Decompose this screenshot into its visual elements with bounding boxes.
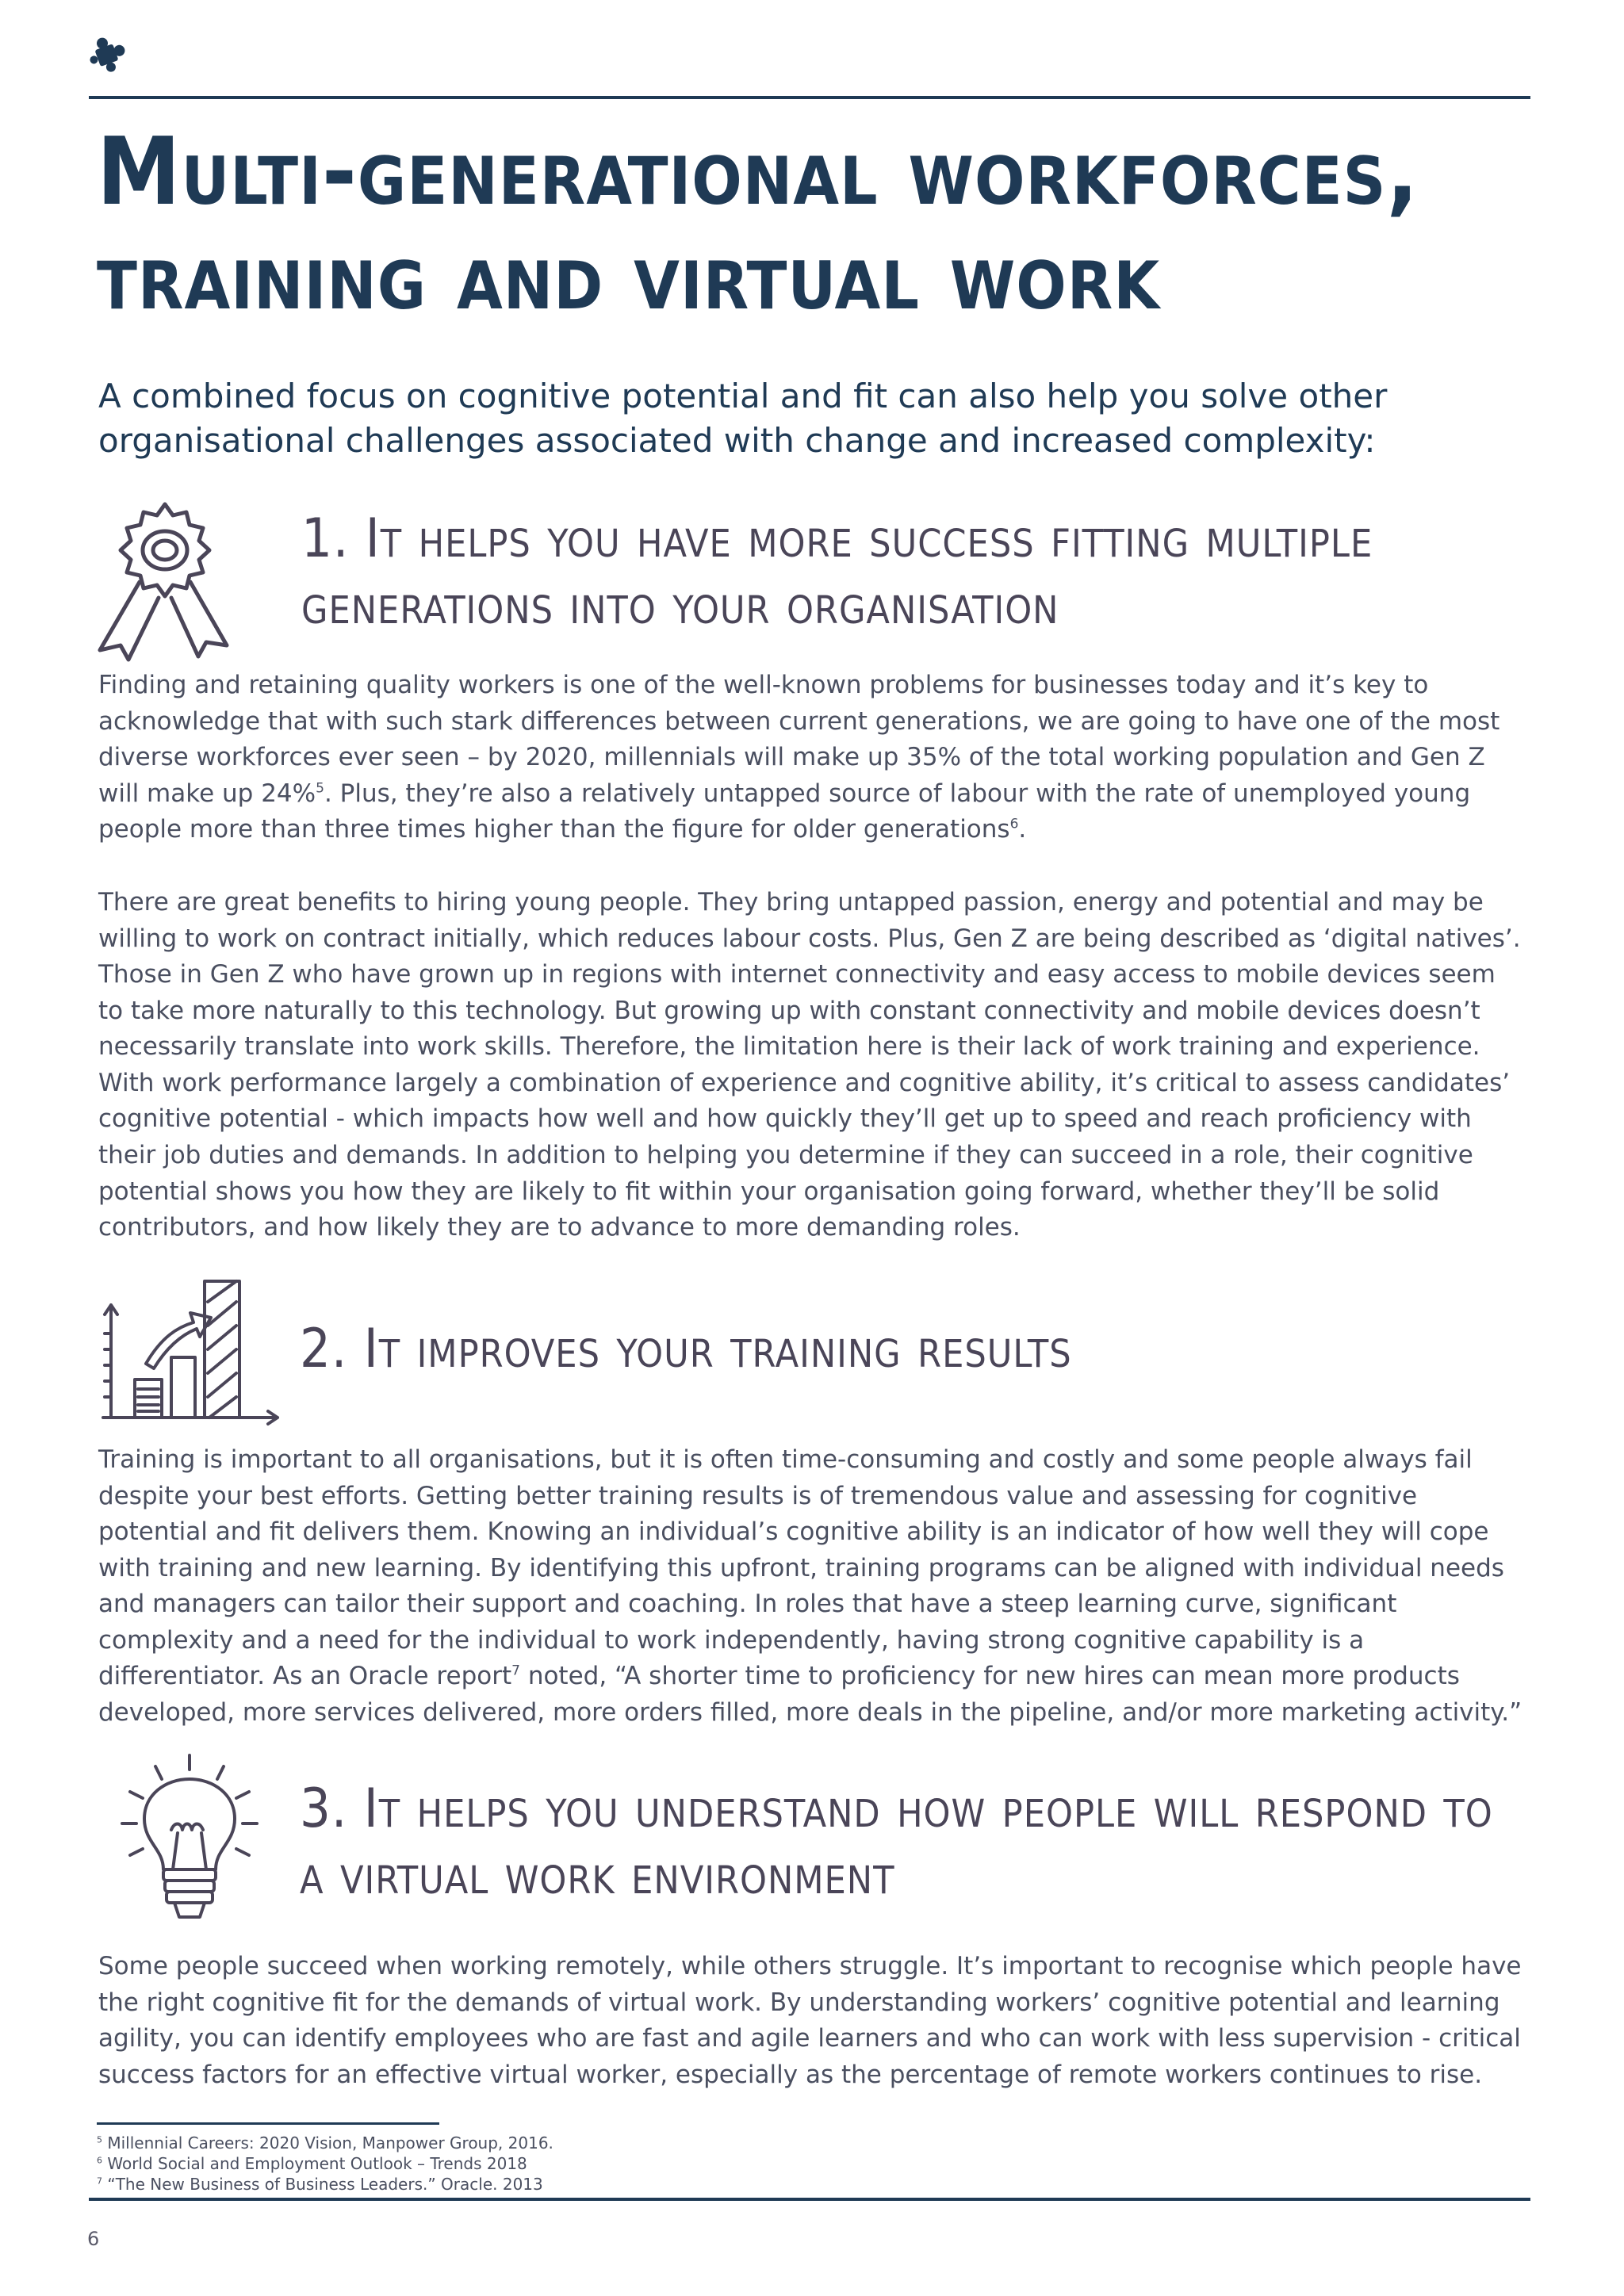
footnote-6-text: World Social and Employment Outlook – Trends 2018	[102, 2154, 527, 2173]
section-1-heading-line-2: generations into your organisation	[301, 574, 1059, 637]
footnote-7	[97, 2174, 1524, 2195]
section-1-paragraph-1	[98, 668, 1526, 848]
footnote-ref-7: 7	[511, 1663, 520, 1680]
puzzle-piece-icon	[86, 32, 130, 76]
footnotes	[97, 2133, 1524, 2195]
growth-chart-icon	[98, 1270, 282, 1429]
footnote-6	[97, 2153, 1524, 2174]
footnote-rule	[97, 2122, 439, 2125]
footnote-5-number: 5	[97, 2134, 102, 2145]
section-1-paragraph-1-text-b: . Plus, they’re also a relatively untapped source of labour with the rate of unemployed young people more than three times higher than the figure for older generations	[98, 779, 1471, 844]
footnote-6-number: 6	[97, 2155, 102, 2166]
section-3-heading	[300, 1776, 1537, 1910]
footnote-ref-5: 5	[316, 780, 324, 797]
page-title	[97, 117, 1540, 331]
header-rule	[89, 96, 1530, 99]
section-1-paragraph-2: There are great benefits to hiring young people. They bring untapped passion, energy and potential and may be willing to work on contract initially, which reduces labour costs. Plus, Gen Z are being described as ‘digital natives’. Those in Gen Z who have grown up in regions with internet connectivity and easy access to mobile devices seem to take more naturally to this technology. But growing up with constant connectivity and mobile devices doesn’t necessarily translate into work skills. Therefore, the limitation here is their lack of work training and experience. With work performance largely a combination of experience and cognitive ability, it’s critical to assess candidates’ cognitive potential - which impacts how well and how quickly they’ll get up to speed and reach proficiency with their job duties and demands. In addition to helping you determine if they can succeed in a role, their cognitive potential shows you how they are likely to fit within your organisation going forward, whether they’ll be solid contributors, and how likely they are to advance to more demanding roles.	[98, 888, 1521, 1242]
section-3-paragraph: Some people succeed when working remotely, while others struggle. It’s important to recognise which people have the right cognitive fit for the demands of virtual work. By understanding workers’ cognitive potential and learning agility, you can identify employees who are fast and agile learners and who can work with less supervision - critical success factors for an effective virtual worker, especially as the percentage of remote workers continues to rise.	[98, 1952, 1522, 2089]
footnote-ref-6: 6	[1009, 816, 1019, 832]
section-1-heading	[301, 506, 1538, 640]
section-2-heading: 2. It improves your training results	[300, 1318, 1072, 1380]
page-title-line-2: training and virtual work	[97, 221, 1161, 331]
section-1-paragraph-1-text-a: Finding and retaining quality workers is one of the well-known problems for businesses today and it’s key to acknowledge that with such stark differences between current generations, we are going to have one of the most diverse workforces ever seen – by 2020, millennials will make up 35% of the total working population and Gen Z will make up 24%	[98, 671, 1500, 808]
footnote-5-text: Millennial Careers: 2020 Vision, Manpower Group, 2016.	[102, 2133, 553, 2152]
section-2-paragraph-text-a: Training is important to all organisations, but it is often time-consuming and costly and some people always fail despite your best efforts. Getting better training results is of tremendous value and assessing for cognitive potential and fit delivers them. Knowing an individual’s cognitive ability is an indicator of how well they will cope with training and new learning. By identifying this upfront, training programs can be aligned with individual needs and managers can tailor their support and coaching. In roles that have a steep learning curve, significant complexity and a need for the individual to work independently, having strong cognitive capability is a differentiator. As an Oracle report	[98, 1445, 1504, 1691]
section-3-heading-line-1: 3. It helps you understand how people will respond to	[300, 1777, 1493, 1840]
footnote-5	[97, 2133, 1524, 2153]
footer-rule	[89, 2198, 1530, 2201]
footnote-7-number: 7	[97, 2175, 102, 2187]
section-2-paragraph-text-b: noted, “A shorter time to proficiency for new hires can mean more products developed, more services delivered, more orders filled, more deals in the pipeline, and/or more marketing activity.”	[98, 1662, 1522, 1727]
lightbulb-icon	[116, 1751, 263, 1928]
section-1-paragraph-1-text-c: .	[1018, 815, 1027, 844]
award-ribbon-icon	[94, 498, 236, 663]
intro-text: A combined focus on cognitive potential and fit can also help you solve other organisational challenges associated with change and increased complexity:	[98, 377, 1388, 461]
section-2-paragraph	[98, 1442, 1526, 1732]
page-title-line-1: Multi-generational workforces,	[97, 117, 1419, 226]
footnote-7-text: “The New Business of Business Leaders.” Oracle. 2013	[102, 2175, 543, 2194]
section-1-heading-line-1: 1. It helps you have more success fitting multiple	[301, 507, 1373, 570]
section-3-heading-line-2: a virtual work environment	[300, 1844, 895, 1908]
page-number: 6	[87, 2228, 100, 2250]
